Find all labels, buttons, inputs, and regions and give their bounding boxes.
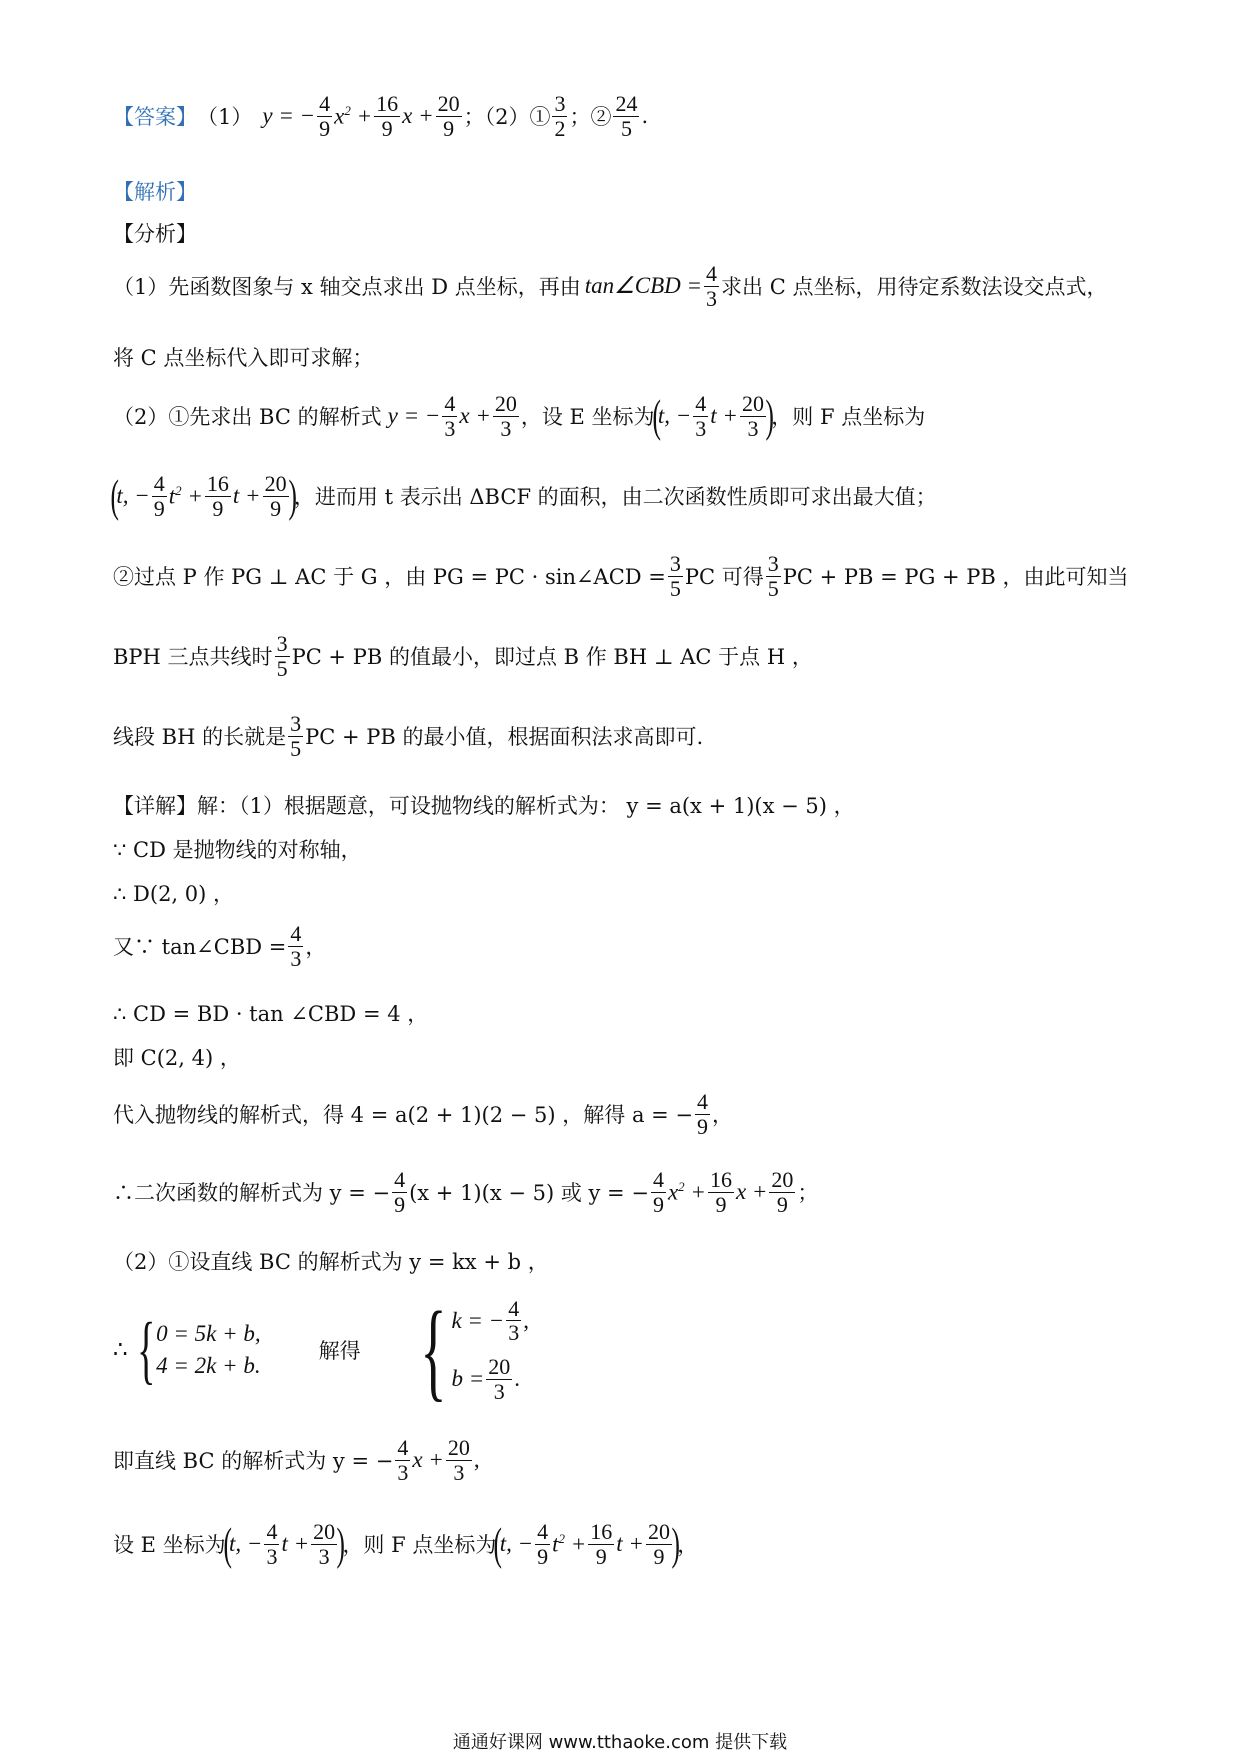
math-term: x +	[459, 403, 491, 429]
detail-line-4	[113, 922, 326, 971]
answer-part2: ；（2）①	[463, 105, 551, 130]
analysis-line-5	[113, 552, 1129, 601]
math-term: $x^2$ +	[334, 102, 373, 129]
detail-line-5: ∴ CD = BD · tan ∠CBD = 4 ，	[113, 1002, 429, 1026]
paren: (	[223, 1518, 232, 1570]
analysis-line-4	[110, 470, 937, 522]
math-term: y = −	[387, 403, 441, 429]
fraction: $\frac{20}{9}$	[264, 471, 287, 521]
math-term: t, −	[229, 1531, 263, 1557]
detail-line-3: ∴ D(2, 0) ，	[113, 882, 235, 906]
fraction: $\frac{16}{9}$	[590, 1519, 613, 1569]
fraction: $\frac{16}{9}$	[709, 1167, 732, 1217]
paren: )	[671, 1518, 680, 1570]
math-term: $t^2$ +	[168, 482, 203, 509]
text: （1）先函数图象与 x 轴交点求出 D 点坐标，再由	[113, 275, 581, 300]
fraction: $\frac{24}{5}$	[615, 91, 638, 141]
math-term: x +	[402, 103, 434, 129]
footer-watermark: 通通好课网 www.tthaoke.com 提供下载	[452, 1732, 788, 1753]
fraction: $\frac{20}{3}$	[494, 391, 517, 441]
analysis-line-6	[113, 632, 813, 681]
fraction: $\frac{4}{3}$	[397, 1435, 409, 1485]
fraction: $\frac{3}{5}$	[669, 551, 681, 601]
answer-end: .	[641, 104, 649, 129]
fraction: $\frac{4}{9}$	[394, 1167, 406, 1217]
answer-tag: 【答案】	[113, 105, 197, 130]
fraction: $\frac{3}{5}$	[290, 711, 302, 761]
text: ，进而用 t 表示出 ΔBCF 的面积，由二次函数性质即可求出最大值；	[293, 485, 937, 510]
fraction: $\frac{4}{9}$	[319, 91, 331, 141]
fraction: $\frac{4}{9}$	[153, 471, 165, 521]
fraction: $\frac{4}{9}$	[697, 1089, 709, 1139]
math: tan∠CBD =	[584, 273, 703, 299]
fraction: $\frac{20}{9}$	[771, 1167, 794, 1217]
text: 代入抛物线的解析式，得 4 = a(2 + 1)(2 − 5) ，解得 a = −	[113, 1103, 694, 1128]
detail-line-11	[113, 1520, 698, 1569]
brace: {	[136, 1308, 156, 1392]
text: ，则 F 点坐标为	[771, 405, 926, 430]
fraction: $\frac{20}{3}$	[313, 1519, 336, 1569]
fraction: $\frac{16}{9}$	[206, 471, 229, 521]
answer-line	[113, 92, 648, 141]
fenxi-heading: 【分析】	[113, 222, 197, 246]
math-term: x +	[735, 1179, 768, 1205]
equation-system	[113, 1289, 529, 1411]
text: ，	[305, 935, 327, 960]
fraction: $\frac{16}{9}$	[376, 91, 399, 141]
math-term: t +	[616, 1531, 644, 1557]
math-term: t +	[281, 1531, 310, 1557]
eq: 4 = 2k + b.	[156, 1353, 261, 1378]
fraction: $\frac{20}{3}$	[741, 391, 764, 441]
paren: )	[765, 390, 774, 442]
fraction: $\frac{4}{9}$	[652, 1167, 664, 1217]
fraction: $\frac{4}{3}$	[290, 921, 302, 971]
paren: (	[493, 1518, 503, 1570]
brace: {	[419, 1289, 447, 1411]
text: 求出 C 点坐标，用待定系数法设交点式，	[721, 275, 1108, 300]
math-term: t, −	[499, 1531, 534, 1557]
paren: )	[288, 470, 297, 522]
paren: )	[336, 1518, 345, 1570]
text: 解得	[318, 1339, 361, 1363]
text: ；	[797, 1181, 819, 1206]
fraction: $\frac{20}{3}$	[488, 1354, 511, 1404]
fraction: $\frac{4}{3}$	[695, 391, 707, 441]
text: ，	[677, 1533, 699, 1558]
text: (x + 1)(x − 5) 或 y = −	[409, 1181, 649, 1206]
fraction: $\frac{3}{5}$	[276, 631, 288, 681]
analysis-line-3	[113, 392, 925, 441]
answer-part1: （1）	[197, 105, 253, 130]
text: PC + PB = PG + PB ，由此可知当	[782, 565, 1129, 590]
math-term: t +	[710, 403, 738, 429]
math-term: t, −	[116, 483, 150, 509]
eq: b =	[451, 1366, 485, 1392]
jiexi-heading: 【解析】	[113, 180, 197, 204]
text: PC + PB 的值最小，即过点 B 作 BH ⊥ AC 于点 H ，	[291, 645, 813, 670]
fraction: $\frac{20}{3}$	[447, 1435, 470, 1485]
detail-line-2: ∵ CD 是抛物线的对称轴，	[113, 838, 362, 862]
analysis-line-7	[113, 712, 703, 761]
fraction: $\frac{4}{9}$	[537, 1519, 549, 1569]
detail-line-7	[113, 1090, 733, 1139]
system-left	[128, 1308, 261, 1392]
text: ∴二次函数的解析式为 y = −	[113, 1181, 391, 1206]
math-term: x +	[412, 1447, 444, 1473]
math-term: $t^2$ +	[552, 1530, 587, 1557]
fraction: $\frac{4}{3}$	[266, 1519, 278, 1569]
text: ，	[712, 1103, 734, 1128]
text: （2）①先求出 BC 的解析式	[113, 405, 382, 430]
fraction: $\frac{3}{5}$	[767, 551, 779, 601]
text: 线段 BH 的长就是	[113, 725, 287, 750]
fraction: $\frac{20}{9}$	[647, 1519, 670, 1569]
fraction: $\frac{3}{2}$	[554, 91, 566, 141]
text: 设 E 坐标为	[113, 1533, 226, 1558]
answer-mid: ；②	[569, 105, 612, 130]
math-term: t +	[232, 483, 261, 509]
analysis-line-1	[113, 262, 1107, 311]
eq: 0 = 5k + b,	[156, 1321, 261, 1346]
fraction: $\frac{4}{3}$	[706, 261, 718, 311]
detail-line-1: 【详解】解：（1）根据题意，可设抛物线的解析式为： y = a(x + 1)(x − 5) ，	[113, 794, 855, 818]
eq: k = −	[451, 1307, 505, 1333]
detail-line-8	[113, 1168, 818, 1217]
fraction: $\frac{20}{9}$	[437, 91, 460, 141]
detail-line-9: （2）①设直线 BC 的解析式为 y = kx + b ，	[113, 1250, 549, 1274]
text: ②过点 P 作 PG ⊥ AC 于 G ，由 PG = PC · sin∠ACD =	[113, 565, 666, 590]
detail-line-6: 即 C(2, 4) ，	[113, 1046, 241, 1070]
text: ，则 F 点坐标为	[342, 1533, 497, 1558]
text: BPH 三点共线时	[113, 645, 273, 670]
system-right: { k = − $\frac{4}{3}$ , b = $\frac{20}{3}$ .	[419, 1289, 529, 1411]
paren: (	[110, 470, 119, 522]
paren: (	[651, 390, 661, 442]
text: ，设 E 坐标为	[520, 405, 655, 430]
text: 又∵ tan∠CBD =	[113, 935, 287, 960]
math-term: t, −	[657, 403, 692, 429]
fraction: $\frac{4}{3}$	[444, 391, 456, 441]
answer-eq-start: y = −	[262, 103, 316, 129]
therefore-symbol: ∴	[113, 1337, 128, 1362]
text: 即直线 BC 的解析式为 y = −	[113, 1449, 394, 1474]
detail-line-10: 即直线 BC 的解析式为 y = − $\frac{4}{3}$ x + $\frac{20}{3}$ ,	[113, 1435, 480, 1485]
text: PC 可得	[684, 565, 764, 590]
math-term: $x^2$ +	[667, 1178, 706, 1205]
analysis-line-2: 将 C 点坐标代入即可求解；	[113, 346, 374, 370]
fraction: $\frac{4}{3}$	[508, 1295, 520, 1346]
text: PC + PB 的最小值，根据面积法求高即可.	[305, 725, 704, 750]
